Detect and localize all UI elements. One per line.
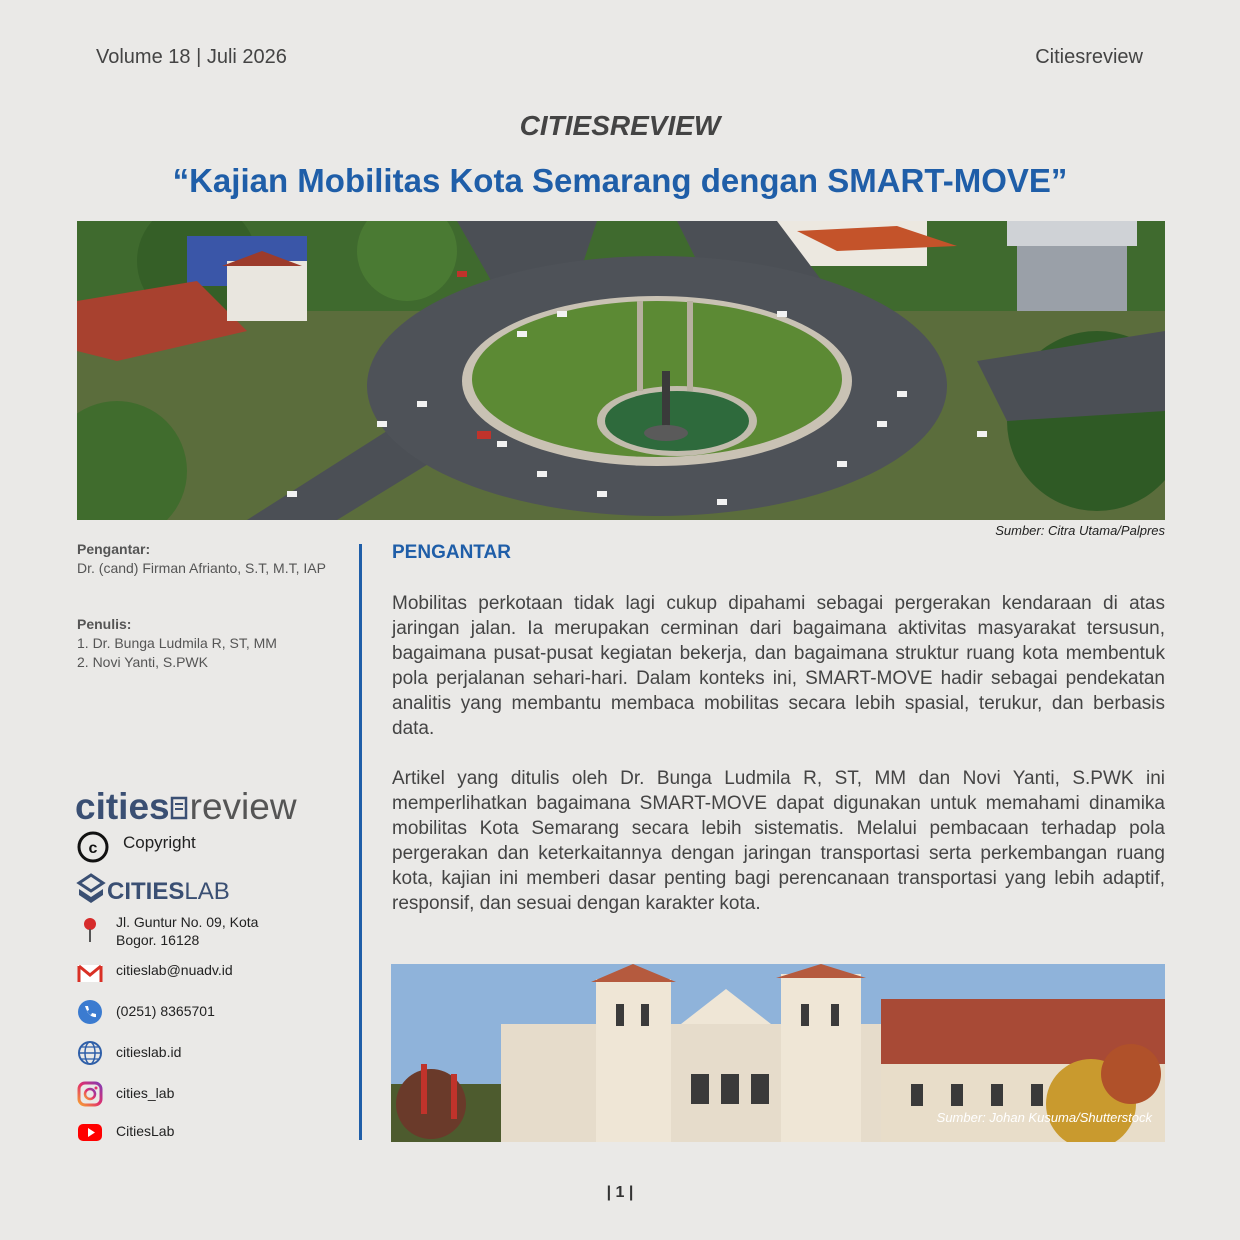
instagram-icon (77, 1081, 103, 1107)
authors-label: Penulis: (77, 616, 132, 632)
section-heading: PENGANTAR (392, 542, 511, 563)
website-link[interactable]: citieslab.id (116, 1044, 182, 1060)
phone-number: (0251) 8365701 (116, 1003, 215, 1019)
volume-label: Volume 18 | Juli 2026 (96, 46, 287, 68)
location-pin-icon (77, 916, 103, 942)
logo-review-text: review (189, 786, 297, 827)
brand-heading: CITIESREVIEW (519, 110, 721, 141)
globe-icon (77, 1040, 103, 1066)
youtube-icon (77, 1119, 103, 1145)
citieslab-logo (75, 873, 230, 906)
publication-name: Citiesreview (1035, 46, 1143, 68)
citiesreview-logo (75, 786, 297, 830)
copyright-icon (77, 831, 109, 863)
svg-text:c: c (88, 840, 98, 857)
intro-paragraph-1: Mobilitas perkotaan tidak lagi cukup dipahami sebagai pergerakan kendaraan di atas jaringan jalan. Ia merupakan cerminan dari bagaimana aktivitas masyarakat tersusun, bagaimana pusat-pusat kegiatan bekerja, dan bagaimana struktur ruang kota membentuk pola perjalanan sehari-hari. Dalam konteks ini, SMART-MOVE hadir sebagai pendekatan analitis yang membantu membaca mobilitas secara lebih spasial, terukur, dan berbasis data. (392, 593, 1165, 739)
author-item-2: 2. Novi Yanti, S.PWK (77, 654, 208, 670)
column-divider (359, 544, 362, 1140)
building-photo-credit: Sumber: Johan Kusuma/Shutterstock (936, 1110, 1152, 1125)
article-title: “Kajian Mobilitas Kota Semarang dengan SMART-MOVE” (172, 162, 1068, 199)
email-link[interactable]: citieslab@nuadv.id (116, 962, 233, 978)
introducer-name: Dr. (cand) Firman Afrianto, S.T, M.T, IAP (77, 560, 326, 576)
logo-cities-text: cities (75, 786, 170, 827)
address-line-2: Bogor. 16128 (116, 932, 200, 948)
author-item-1: 1. Dr. Bunga Ludmila R, ST, MM (77, 635, 277, 651)
phone-icon (77, 999, 103, 1025)
document-pen-icon (170, 795, 190, 821)
youtube-link[interactable]: CitiesLab (116, 1123, 175, 1139)
logo-cities-lab-b: LAB (184, 878, 230, 905)
logo-cities-lab-a: CITIES (107, 878, 185, 905)
copyright-label: Copyright (123, 833, 196, 852)
page-number: | 1 | (606, 1184, 634, 1201)
gmail-icon (77, 960, 103, 986)
hero-photo-roundabout (77, 221, 1165, 520)
address-line-1: Jl. Guntur No. 09, Kota (116, 914, 259, 930)
citieslab-mark-icon (75, 873, 107, 905)
intro-paragraph-2: Artikel yang ditulis oleh Dr. Bunga Ludmila R, ST, MM dan Novi Yanti, S.PWK ini memperlihatkan bagaimana SMART-MOVE dapat digunakan untuk memahami dinamika mobilitas Kota Semarang secara lebih sistematis. Melalui pembacaan terhadap pola pergerakan dan keterkaitannya dengan jaringan transportasi serta perkembangan ruang kota, kajian ini memberi dasar penting bagi perencanaan transportasi yang lebih adaptif, responsif, dan sesuai dengan karakter kota. (392, 768, 1165, 914)
instagram-link[interactable]: cities_lab (116, 1085, 175, 1101)
hero-photo-credit: Sumber: Citra Utama/Palpres (995, 523, 1165, 538)
introducer-label: Pengantar: (77, 541, 151, 557)
